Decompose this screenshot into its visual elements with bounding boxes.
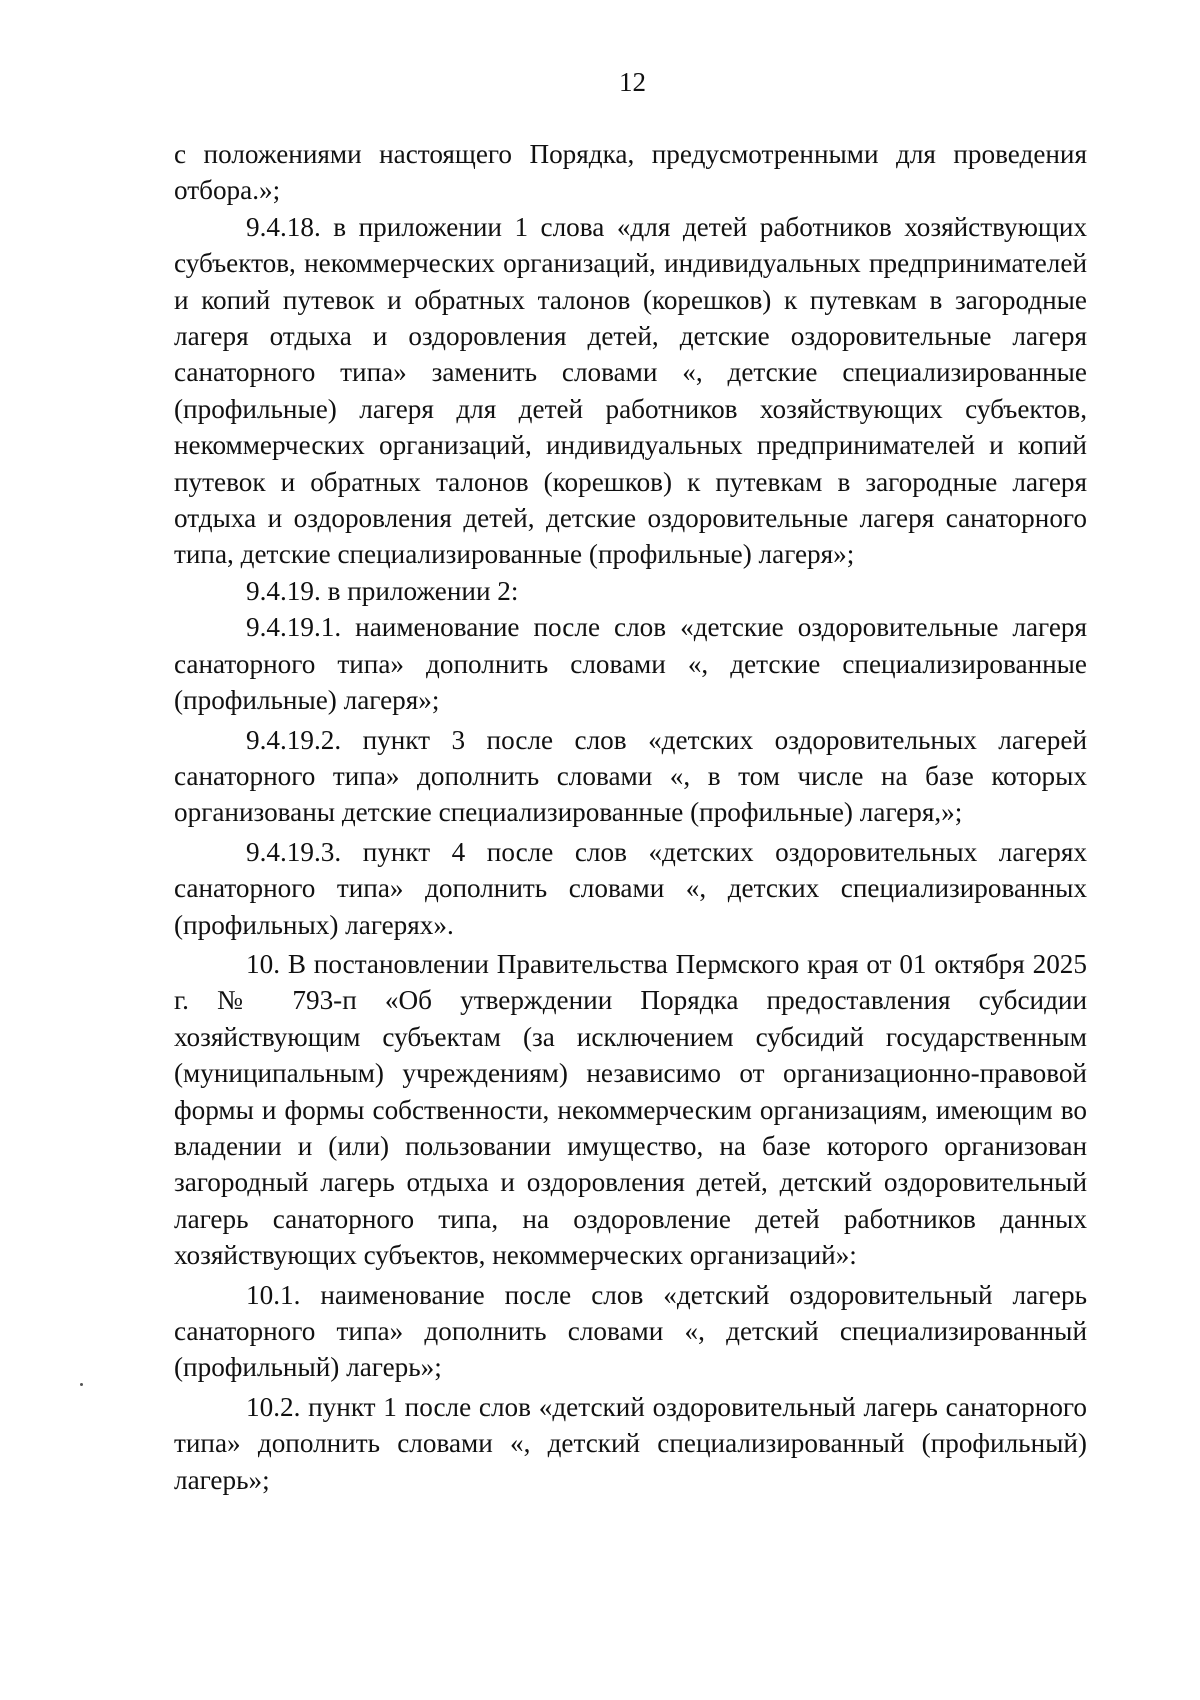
paragraph-9-4-19-3: 9.4.19.3. пункт 4 после слов «детских оздоровительных лагерях санаторного типа» дополнить словами «, детских специализированных (профильных) лагерях». (174, 836, 1087, 940)
paragraph-9-4-18: 9.4.18. в приложении 1 слова «для детей работников хозяйствующих субъектов, некоммерческих организаций, индивидуальных предпринимателей и копий путевок и обратных талонов (корешков) к путевкам в загородные лагеря отдыха и оздоровления детей, детские оздоровительные лагеря санаторного типа» заменить словами «, детские специализированные (профильные) лагеря для детей работников хозяйствующих субъектов, некоммерческих организаций, индивидуальных предпринимателей и копий путевок и обратных талонов (корешков) к путевкам в загородные лагеря отдыха и оздоровления детей, детские оздоровительные лагеря санаторного типа, детские специализированные (профильные) лагеря»; (174, 211, 1087, 570)
paragraph-10-2: 10.2. пункт 1 после слов «детский оздоровительный лагерь санаторного типа» дополнить словами «, детский специализированный (профильный) лагерь»; (174, 1391, 1087, 1495)
paragraph-10: 10. В постановлении Правительства Пермского края от 01 октября 2025 г. № 793-п «Об утверждении Порядка предоставления субсидии хозяйствующим субъектам (за исключением субсидий государственным (муниципальным) учреждениям) независимо от организационно-правовой формы и формы собственности, некоммерческим организациям, имеющим во владении и (или) пользовании имущество, на базе которого организован загородный лагерь отдыха и оздоровления детей, детский оздоровительный лагерь санаторного типа, на оздоровление детей работников данных хозяйствующих субъектов, некоммерческих организаций»: (174, 948, 1087, 1271)
paragraph-9-4-19-1: 9.4.19.1. наименование после слов «детские оздоровительные лагеря санаторного типа» дополнить словами «, детские специализированные (профильные) лагеря»; (174, 612, 1087, 716)
document-body (174, 136, 1087, 1498)
paragraph-10-1: 10.1. наименование после слов «детский оздоровительный лагерь санаторного типа» дополнить словами «, детский специализированный (профильный) лагерь»; (174, 1279, 1087, 1383)
paragraph-continuation: с положениями настоящего Порядка, предусмотренными для проведения отбора.»; (174, 139, 1087, 206)
page-number: 12 (619, 67, 646, 97)
paragraph-9-4-19-2: 9.4.19.2. пункт 3 после слов «детских оздоровительных лагерей санаторного типа» дополнить словами «, в том числе на базе которых организованы детские специализированные (профильные) лагеря,»; (174, 724, 1087, 828)
paragraph-9-4-19: 9.4.19. в приложении 2: (246, 575, 519, 606)
scan-speck (80, 1383, 83, 1386)
